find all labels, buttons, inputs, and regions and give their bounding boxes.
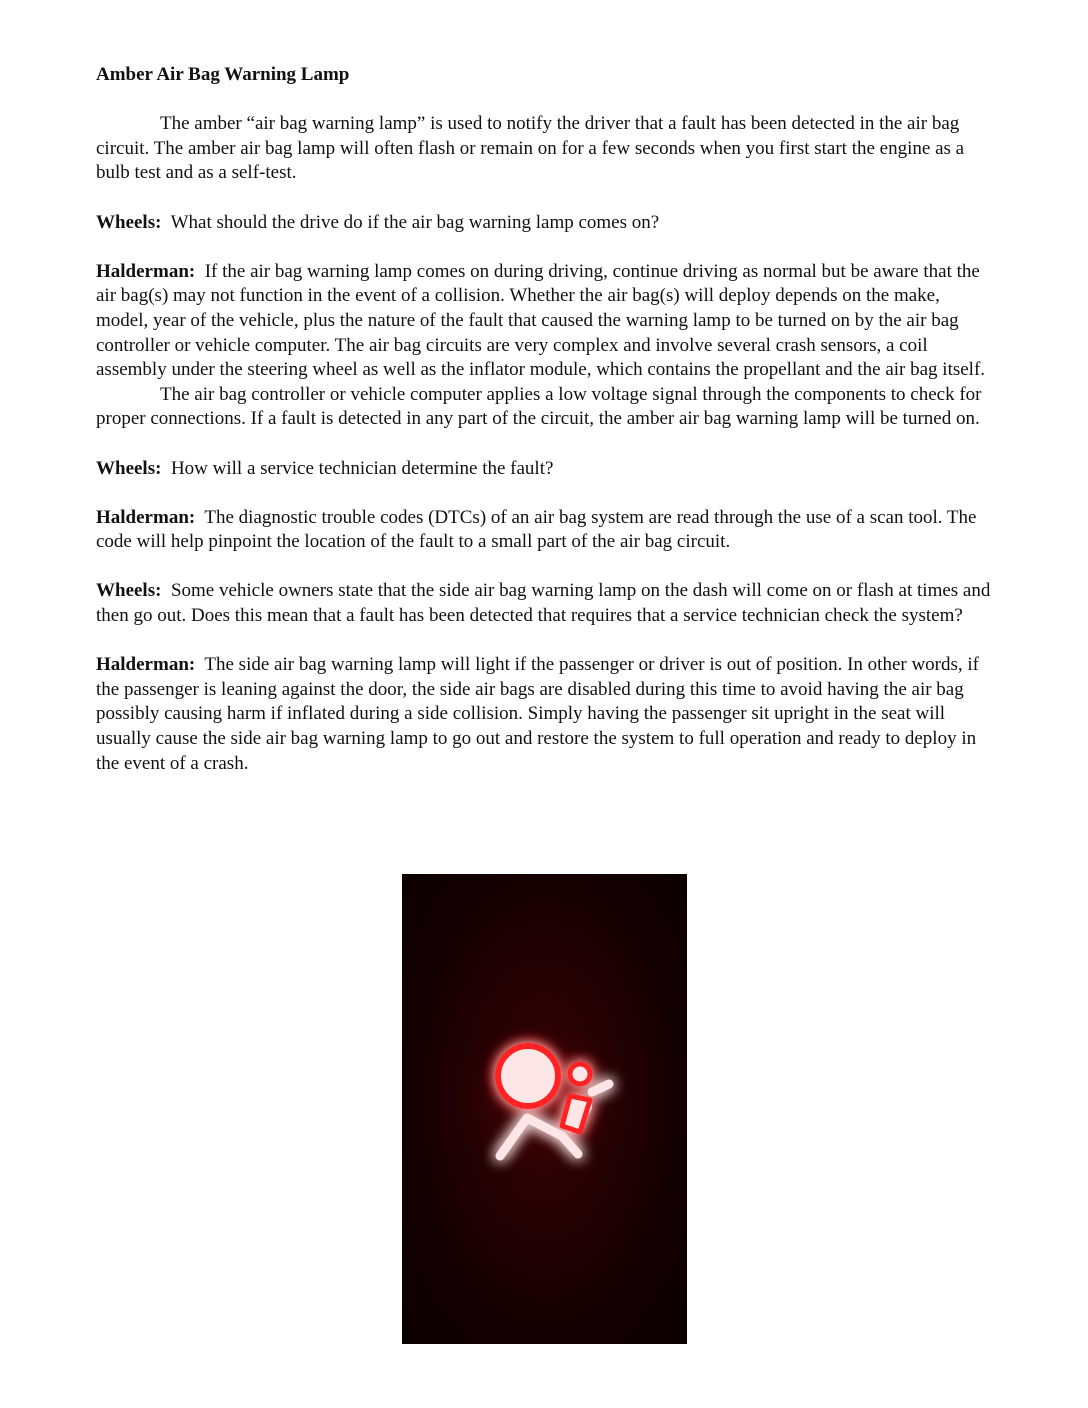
qa-answer-3 [96,653,996,776]
qa-answer-1-continuation: The air bag controller or vehicle computer applies a low voltage signal through the components to check for proper connections. If a fault is detected in any part of the circuit, the amber air bag warning lamp will be turned on. [96,383,982,430]
passenger-head [570,1064,590,1084]
qa-answer-2 [96,506,996,555]
intro-paragraph: The amber “air bag warning lamp” is used to notify the driver that a fault has been detected in the air bag circuit. The amber air bag lamp will often flash or remain on for a few seconds when you first start the engine as a bulb test and as a self-test. [96,113,965,184]
speaker-label: Halderman: [96,654,196,676]
qa-text: The side air bag warning lamp will light if the passenger or driver is out of position. In other words, if the passenger is leaning against the door, the side air bags are disabled during this time to avoid having the air bag possibly causing harm if inflated during a side collision. Simply having the passenger sit upright in the seat will usually cause the side air bag warning lamp to go out and restore the system to full operation and ready to deploy in the event of a crash. [96,654,980,774]
qa-text: The diagnostic trouble codes (DTCs) of an air bag system are read through the use of a scan tool. The code will help pinpoint the location of the fault to a small part of the air bag circuit. [96,506,977,553]
qa-question-2 [96,457,996,482]
qa-question-3 [96,579,996,628]
speaker-label: Halderman: [96,506,196,528]
qa-question-1 [96,211,996,236]
speaker-label: Wheels: [96,580,162,602]
airbag-warning-icon [402,874,687,1344]
speaker-label: Wheels: [96,457,162,479]
document-title: Amber Air Bag Warning Lamp [96,64,350,85]
airbag-circle [498,1046,558,1106]
qa-answer-1 [96,260,996,383]
speaker-label: Wheels: [96,211,162,233]
document-body [96,63,996,776]
airbag-lamp-photo [402,874,687,1344]
qa-text: What should the drive do if the air bag warning lamp comes on? [170,211,660,233]
qa-text: How will a service technician determine the fault? [170,457,554,479]
speaker-label: Halderman: [96,260,196,282]
qa-text: If the air bag warning lamp comes on during driving, continue driving as normal but be aware that the air bag(s) may not function in the event of a collision. Whether the air bag(s) will deploy depends on the make, model, year of the vehicle, plus the nature of the fault that caused the warning lamp to be turned on by the air bag controller or vehicle computer. The air bag circuits are very complex and involve several crash sensors, a coil assembly under the steering wheel as well as the inflator module, which contains the propellant and the air bag itself. [96,260,986,381]
qa-text: Some vehicle owners state that the side air bag warning lamp on the dash will come on or flash at times and then go out. Does this mean that a fault has been detected that requires that a service technician check the system? [96,580,991,627]
